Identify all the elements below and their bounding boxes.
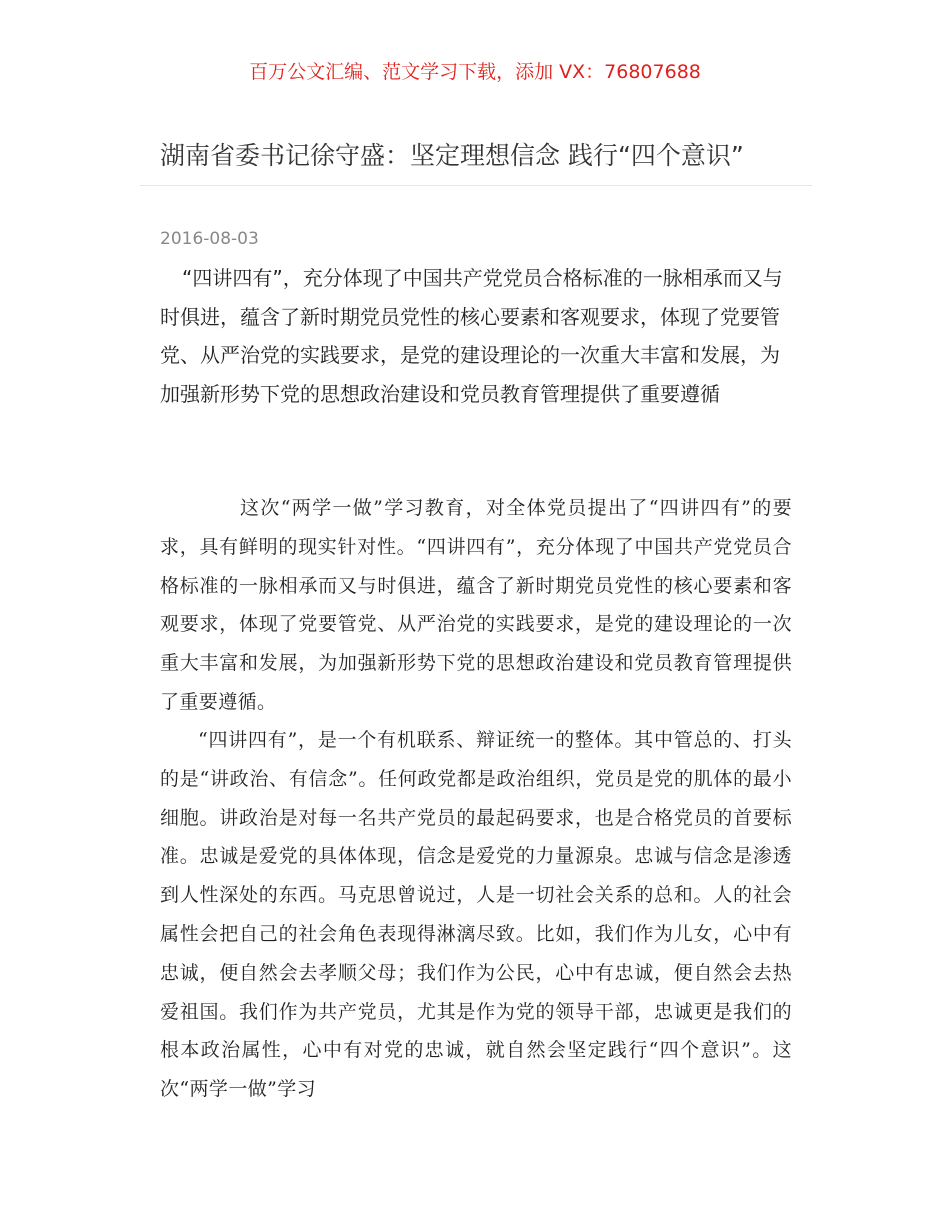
title-divider — [140, 185, 812, 186]
article-title: 湖南省委书记徐守盛：坚定理想信念 践行“四个意识” — [160, 141, 744, 170]
body-paragraph: 这次“两学一做”学习教育，对全体党员提出了“四讲四有”的要求，具有鲜明的现实针对性。“四讲四有”，充分体现了中国共产党党员合格标准的一脉相承而又与时俱进，蕴含了新时期党员党性的核心要素和客观要求，体现了党要管党、从严治党的实践要求，是党的建设理论的一次重大丰富和发展，为加强新形势下党的思想政治建设和党员教育管理提供了重要遵循。 — [160, 497, 792, 713]
body-paragraph: “四讲四有”，是一个有机联系、辩证统一的整体。其中管总的、打头的是“讲政治、有信念”。任何政党都是政治组织，党员是党的肌体的最小细胞。讲政治是对每一名共产党员的最起码要求，也是合格党员的首要标准。忠诚是爱党的具体体现，信念是爱党的力量源泉。忠诚与信念是渗透到人性深处的东西。马克思曾说过，人是一切社会关系的总和。人的社会属性会把自己的社会角色表现得淋漓尽致。比如，我们作为儿女，心中有忠诚，便自然会去孝顺父母；我们作为公民，心中有忠诚，便自然会去热爱祖国。我们作为共产党员，尤其是作为党的领导干部，忠诚更是我们的根本政治属性，心中有对党的忠诚，就自然会坚定践行“四个意识”。这次“两学一做”学习 — [160, 729, 792, 1101]
publish-date: 2016-08-03 — [160, 229, 259, 249]
article-summary: “四讲四有”，充分体现了中国共产党党员合格标准的一脉相承而又与时俱进，蕴含了新时期党员党性的核心要素和客观要求，体现了党要管党、从严治党的实践要求，是党的建设理论的一次重大丰富和发展，为加强新形势下党的思想政治建设和党员教育管理提供了重要遵循 — [160, 266, 783, 406]
watermark-banner: 百万公文汇编、范文学习下载，添加 VX：76807688 — [249, 61, 701, 83]
